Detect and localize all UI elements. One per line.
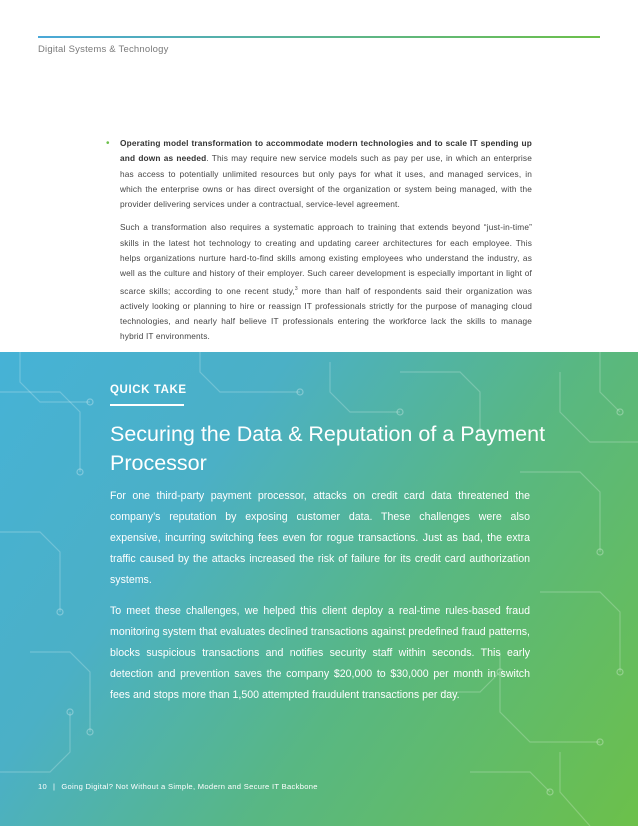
footnote-reference: 3 [294,285,298,292]
header-rule [38,36,600,38]
quick-take-body [110,486,530,716]
quick-take-paragraph-2: To meet these challenges, we helped this client deploy a real-time rules-based fraud monitoring system that evaluates declined transactions against predefined fraud patterns, blocks suspicious transactions and notifies security staff within seconds. This early detection and prevention saves the company $20,000 to $30,000 per month in switch fees and stops more than 1,500 attempted fraudulent transactions per day. [110,605,530,701]
footer-separator: | [53,782,56,791]
top-content [106,136,532,345]
bullet-text: . This may require new service models such as pay per use, in which an enterprise has access to potentially unlimited resources but only pays for what it uses, and managed services, in which the enterprise owns or has direct oversight of the organization or system being managed, with the provider delivering services under a contractual, service-level agreement. [120,153,532,210]
publication-title: Going Digital? Not Without a Simple, Modern and Secure IT Backbone [61,782,318,791]
quick-take-label: QUICK TAKE [110,384,187,396]
bullet-paragraph [120,136,532,212]
bullet-marker: • [106,138,110,149]
page-number: 10 [38,782,48,791]
quick-take-paragraph-1: For one third-party payment processor, attacks on credit card data threatened the company’s reputation by exposing customer data. These challenges were also expensive, incurring switching fees even for rogue transactions. Just as bad, the extra traffic caused by the attacks increased the risk of failure for its credit card authorization systems. [110,490,530,586]
quick-take-underline [110,404,184,406]
quick-take-title: Securing the Data & Reputation of a Payment Processor [110,422,546,475]
page-footer [38,782,318,791]
paragraph-text-end: more than half of respondents said their organization was actively looking or planning to hire or reassign IT professionals strictly for the purpose of managing cloud technologies, and nearly half believe IT professionals entering the workforce lack the skills to manage hybrid IT environments. [120,285,532,342]
bullet-bold-lead: Operating model transformation to accommodate modern technologies and to scale IT spending up and down as needed [120,138,532,164]
quick-take-panel [0,352,638,826]
section-label: Digital Systems & Technology [38,44,169,55]
body-paragraph [106,220,532,344]
paragraph-text-start: Such a transformation also requires a systematic approach to training that extends beyond “just-in-time” skills in the latest hot technology to creating and updating career architectures for each employee. This helps organizations nurture hard-to-find skills among existing employees who understand the industry, as well as the culture and history of their employer. Such career development is especially important in light of scarce skills; according to one recent study, [120,222,532,296]
bullet-item [106,136,532,212]
